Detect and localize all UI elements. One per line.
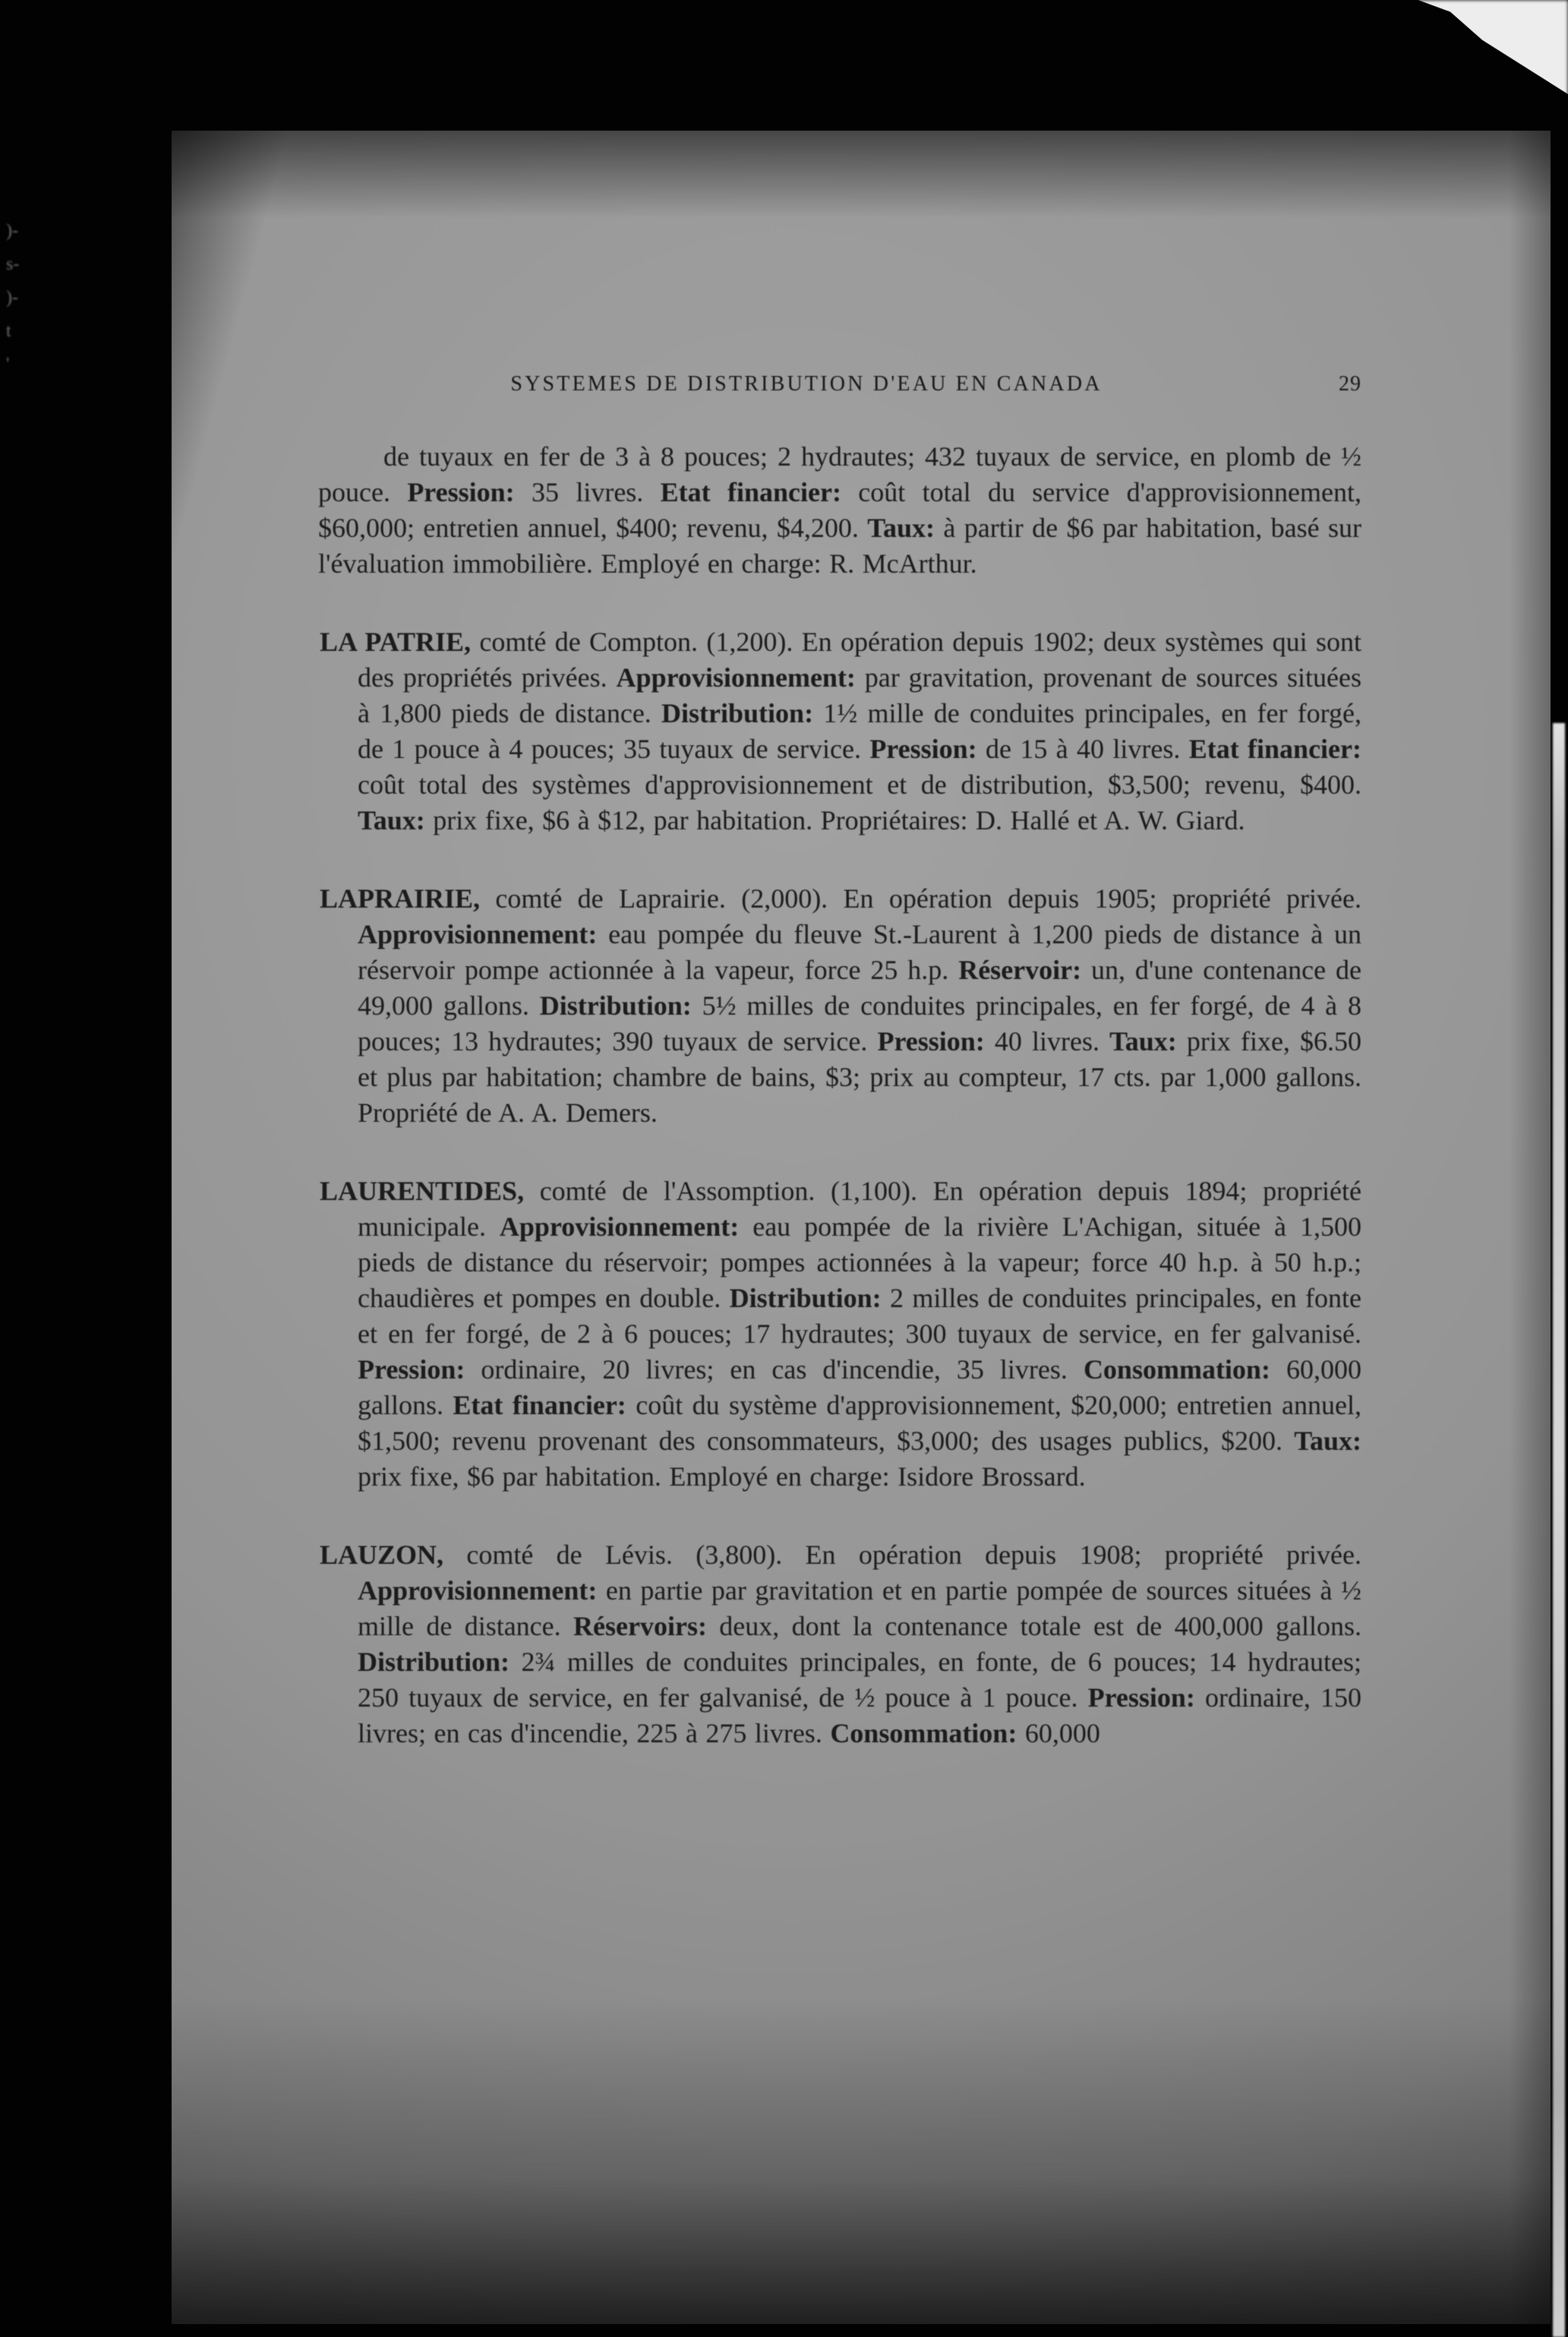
text-run: ordinaire, 150 livres; en cas d'incendie, 225 à 275 livres. bbox=[358, 1682, 1362, 1748]
text-run: 2¾ milles de conduites principales, en fonte, de 6 pouces; 14 hydrautes; 250 tuyaux de service, en fer galvanisé, de ½ pouce à 1 pouce. bbox=[358, 1647, 1361, 1713]
field-label: Pression: bbox=[1087, 1682, 1195, 1713]
text-run: prix fixe, $6 par habitation. Employé en charge: Isidore Brossard. bbox=[358, 1461, 1086, 1492]
text-run: de tuyaux en fer de 3 à 8 pouces; 2 hydrautes; 432 tuyaux de service, en plomb de ½ pouce. bbox=[318, 441, 1361, 507]
text-run: 2 milles de conduites principales, en fonte et en fer forgé, de 2 à 6 pouces; 17 hydrautes; 300 tuyaux de service, en fer galvanisé. bbox=[358, 1283, 1362, 1349]
text-run: 5½ milles de conduites principales, en fer forgé, de 4 à 8 pouces; 13 hydrautes; 390 tuyaux de service. bbox=[358, 990, 1361, 1056]
scanned-page bbox=[172, 131, 1551, 2324]
text-run: prix fixe, $6.50 et plus par habitation; chambre de bains, $3; prix au compteur, 17 cts. par 1,000 gallons. Propriété de A. A. Demers. bbox=[358, 1026, 1362, 1128]
ghost-print-mark: )- bbox=[6, 221, 18, 241]
field-label: Approvisionnement: bbox=[499, 1211, 740, 1242]
field-label: Taux: bbox=[867, 513, 935, 543]
page-number: 29 bbox=[1339, 372, 1361, 396]
entries bbox=[172, 439, 1551, 1751]
field-label: Consommation: bbox=[1083, 1354, 1270, 1385]
text-run: 40 livres. bbox=[984, 1026, 1110, 1056]
field-label: LA PATRIE, bbox=[320, 627, 472, 657]
text-run: eau pompée de la rivière L'Achigan, située à 1,500 pieds de distance du réservoir; pompes actionnées à la vapeur; force 40 h.p. à 50 h.p.; chaudières et pompes en double. bbox=[358, 1211, 1361, 1313]
entry-lauzon bbox=[320, 1537, 1362, 1751]
text-run: ordinaire, 20 livres; en cas d'incendie, 35 livres. bbox=[465, 1354, 1084, 1385]
text-run: à partir de $6 par habitation, basé sur l'évaluation immobilière. Employé en charge: R. McArthur. bbox=[318, 513, 1361, 579]
entry-laprairie bbox=[320, 881, 1362, 1131]
field-label: Etat financier: bbox=[1188, 734, 1362, 764]
ghost-print-mark: s- bbox=[6, 254, 20, 274]
field-label: LAUZON, bbox=[320, 1540, 444, 1570]
page-corner-fold bbox=[1390, 0, 1568, 118]
field-label: Pression: bbox=[877, 1026, 985, 1056]
text-run: coût du système d'approvisionnement, $20,000; entretien annuel, $1,500; revenu provenant des consommateurs, $3,000; des usages publics, $200. bbox=[358, 1390, 1362, 1456]
field-label: Distribution: bbox=[358, 1647, 510, 1677]
text-run: comté de Laprairie. (2,000). En opération depuis 1905; propriété privée. bbox=[480, 883, 1361, 914]
field-label: LAPRAIRIE, bbox=[320, 883, 481, 914]
text-run: 1½ mille de conduites principales, en fer forgé, de 1 pouce à 4 pouces; 35 tuyaux de service. bbox=[358, 698, 1361, 764]
ghost-print-mark: t bbox=[6, 321, 11, 341]
text-run: deux, dont la contenance totale est de 400,000 gallons. bbox=[706, 1611, 1361, 1641]
text-run: coût total des systèmes d'approvisionnement et de distribution, $3,500; revenu, $400. bbox=[358, 769, 1361, 800]
page-header bbox=[320, 372, 1361, 396]
text-run: prix fixe, $6 à $12, par habitation. Propriétaires: D. Hallé et A. W. Giard. bbox=[424, 805, 1245, 835]
field-label: Réservoirs: bbox=[573, 1611, 707, 1641]
page-title: SYSTEMES DE DISTRIBUTION D'EAU EN CANADA bbox=[510, 372, 1103, 396]
text-run: eau pompée du fleuve St.-Laurent à 1,200 pieds de distance à un réservoir pompe actionnée à la vapeur, force 25 h.p. bbox=[358, 919, 1361, 985]
field-label: Distribution: bbox=[539, 990, 692, 1021]
field-label: Taux: bbox=[1109, 1026, 1177, 1056]
text-run: de 15 à 40 livres. bbox=[976, 734, 1189, 764]
ghost-print-mark: ' bbox=[6, 355, 10, 374]
field-label: Pression: bbox=[869, 734, 977, 764]
field-label: Approvisionnement: bbox=[358, 919, 598, 949]
scan-edge-strip bbox=[1553, 723, 1565, 2337]
ghost-print-mark: )- bbox=[6, 288, 18, 308]
text-run: en partie par gravitation et en partie pompée de sources situées à ½ mille de distance. bbox=[358, 1575, 1361, 1641]
field-label: Approvisionnement: bbox=[358, 1575, 598, 1606]
text-run: par gravitation, provenant de sources situées à 1,800 pieds de distance. bbox=[358, 662, 1361, 728]
entry-la-patrie bbox=[320, 624, 1362, 838]
field-label: Distribution: bbox=[661, 698, 814, 728]
field-label: Etat financier: bbox=[453, 1390, 626, 1420]
field-label: Distribution: bbox=[729, 1283, 882, 1313]
entry-laurentides bbox=[320, 1173, 1362, 1495]
text-run: un, d'une contenance de 49,000 gallons. bbox=[358, 955, 1362, 1021]
field-label: Approvisionnement: bbox=[616, 662, 856, 693]
field-label: Pression: bbox=[407, 477, 515, 507]
text-run: comté de Compton. (1,200). En opération depuis 1902; deux systèmes qui sont des propriétés privées. bbox=[358, 627, 1361, 693]
text-run: comté de l'Assomption. (1,100). En opération depuis 1894; propriété municipale. bbox=[358, 1176, 1361, 1242]
text-run: 60,000 bbox=[1017, 1718, 1100, 1748]
field-label: LAURENTIDES, bbox=[320, 1176, 525, 1206]
page-text-block bbox=[172, 372, 1551, 1751]
field-label: Réservoir: bbox=[958, 955, 1082, 985]
field-label: Taux: bbox=[358, 805, 425, 835]
edge-marks bbox=[6, 214, 19, 381]
text-run: 60,000 gallons. bbox=[358, 1354, 1361, 1420]
field-label: Etat financier: bbox=[660, 477, 841, 507]
field-label: Taux: bbox=[1294, 1426, 1361, 1456]
field-label: Consommation: bbox=[830, 1718, 1017, 1748]
field-label: Pression: bbox=[358, 1354, 465, 1385]
entry-continued-paragraph bbox=[318, 439, 1361, 582]
text-run: comté de Lévis. (3,800). En opération depuis 1908; propriété privée. bbox=[443, 1540, 1361, 1570]
text-run: coût total du service d'approvisionnement, $60,000; entretien annuel, $400; revenu, $4,200. bbox=[318, 477, 1361, 543]
text-run: 35 livres. bbox=[514, 477, 661, 507]
